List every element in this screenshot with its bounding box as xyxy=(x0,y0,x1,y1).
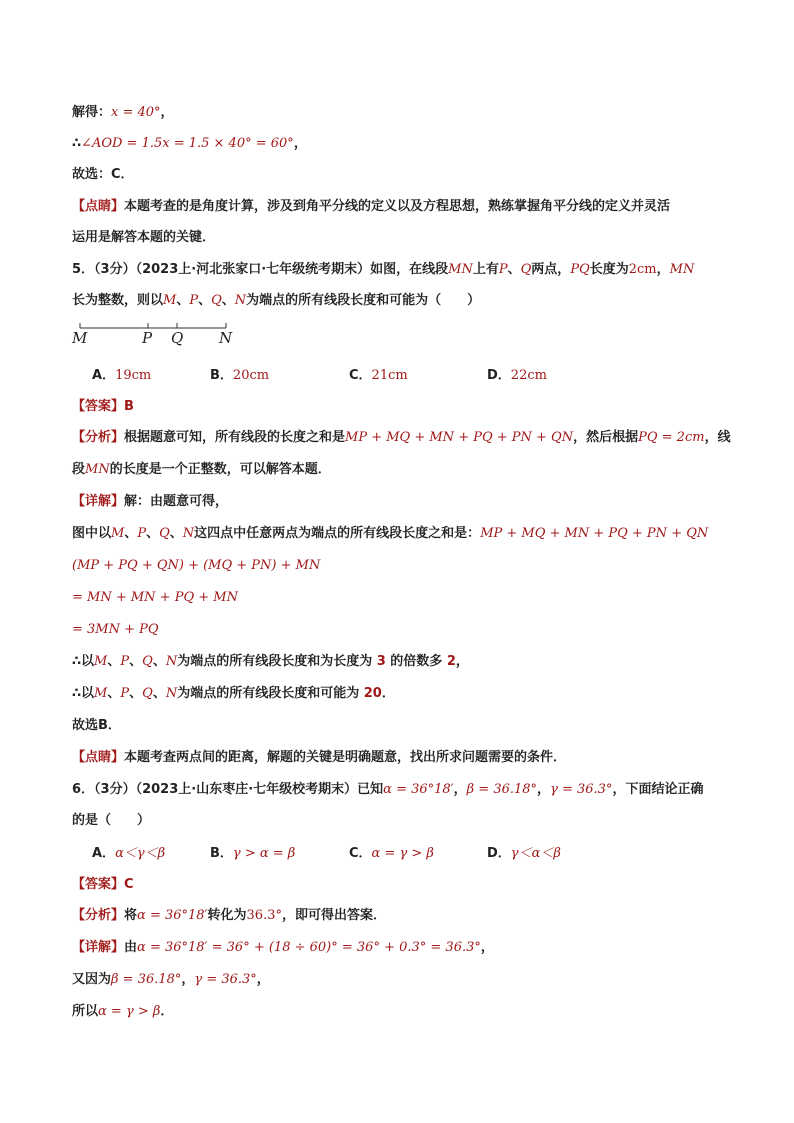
text: ∴以 xyxy=(72,686,95,701)
text: 、 xyxy=(152,654,166,669)
math: β = 36.18° xyxy=(466,782,538,797)
math: PQ = 2cm xyxy=(638,430,705,445)
q5-analysis-line-1 xyxy=(72,429,731,447)
q5-comment-line xyxy=(72,749,566,767)
option-value: γ > α = β xyxy=(232,846,296,861)
text: 解得： xyxy=(72,105,112,120)
math: P xyxy=(120,654,130,669)
solve-line xyxy=(72,104,174,122)
math: N xyxy=(234,293,247,308)
option-key: C． xyxy=(349,846,372,861)
text: 两点， xyxy=(531,262,571,277)
math: α = 36°18′ xyxy=(137,908,208,923)
text: ， xyxy=(537,782,551,797)
q5-stem-line-2 xyxy=(72,292,480,310)
analysis-tag: 【分析】 xyxy=(72,908,125,923)
math: M xyxy=(94,686,108,701)
text: 的长度是一个正整数，可以解答本题． xyxy=(109,462,331,477)
q6-option-b xyxy=(210,845,295,863)
text: 由 xyxy=(124,940,138,955)
number: 2 xyxy=(446,654,456,669)
choose-line: 故选：C． xyxy=(72,167,134,182)
text: ，线 xyxy=(704,430,731,445)
text: ， xyxy=(480,940,494,955)
q5-detail-line-2 xyxy=(72,525,708,543)
text: ，即可得出答案． xyxy=(281,908,386,923)
q5-detail-line-5 xyxy=(72,621,159,639)
math: N xyxy=(165,654,178,669)
text: 解：由题意可得， xyxy=(124,494,229,509)
text: ， xyxy=(293,136,307,151)
math: Q xyxy=(159,526,170,541)
q6-detail-line-1 xyxy=(72,939,494,957)
q5-detail-line-8: 故选B． xyxy=(72,718,121,733)
math: MN xyxy=(669,262,695,277)
math: P xyxy=(189,293,199,308)
q5-answer-line xyxy=(72,398,134,416)
math: 36.3° xyxy=(246,908,282,923)
number: 20 xyxy=(363,686,382,701)
detail-tag: 【详解】 xyxy=(72,494,125,509)
math: = MN + MN + PQ + MN xyxy=(72,590,238,605)
q6-analysis-line xyxy=(72,907,386,925)
text: 6．（3分）（2023上·山东枣庄·七年级校考期末）已知 xyxy=(72,782,384,797)
comment-line xyxy=(72,198,670,216)
option-key: D． xyxy=(487,846,511,861)
option-value: α = γ > β xyxy=(371,846,434,861)
math: Q xyxy=(520,262,532,277)
math: Q xyxy=(142,654,153,669)
q5-stem-line-1 xyxy=(72,261,694,279)
text: 的倍数多 xyxy=(385,654,447,669)
therefore-line xyxy=(72,135,307,153)
text: 又因为 xyxy=(72,972,112,987)
option-key: B． xyxy=(210,368,233,383)
text: 、 xyxy=(107,654,121,669)
math: β = 36.18° xyxy=(111,972,182,987)
math: 2cm xyxy=(628,262,657,277)
option-value: γ＜α＜β xyxy=(510,846,561,861)
label-p: P xyxy=(142,329,153,347)
text: ∴以 xyxy=(72,654,95,669)
math: Q xyxy=(211,293,222,308)
text: ， xyxy=(160,105,174,120)
analysis-tag: 【分析】 xyxy=(72,430,125,445)
text: 上有 xyxy=(472,262,499,277)
answer-value: C xyxy=(124,877,134,892)
q6-option-a xyxy=(92,845,165,863)
math: P xyxy=(120,686,130,701)
number: 3 xyxy=(376,654,386,669)
text: 、 xyxy=(169,526,183,541)
text: ， xyxy=(455,654,469,669)
math: PQ xyxy=(570,262,590,277)
math: (MP + PQ + QN) + (MQ + PN) + MN xyxy=(72,558,321,573)
q5-detail-line-3 xyxy=(72,557,320,575)
text: ． xyxy=(381,686,395,701)
math: γ = 36.3° xyxy=(194,972,257,987)
q5-option-b xyxy=(210,367,269,385)
math: α = 36°18′ = 36° + (18 ÷ 60)° = 36° + 0.3° = 36.3° xyxy=(137,940,481,955)
text: 、 xyxy=(146,526,160,541)
text: 这四点中任意两点为端点的所有线段长度之和是： xyxy=(194,526,481,541)
text: 为端点的所有线段长度和为长度为 xyxy=(177,654,377,669)
q5-detail-line-4 xyxy=(72,589,238,607)
text: 将 xyxy=(124,908,138,923)
label-n: N xyxy=(219,329,233,347)
math: MN xyxy=(448,262,473,277)
q5-detail-line-7 xyxy=(72,685,395,703)
text: ， xyxy=(181,972,195,987)
comment-tag: 【点睛】 xyxy=(72,199,125,214)
text: 本题考查两点间的距离，解题的关键是明确题意，找出所求问题需要的条件． xyxy=(124,750,567,765)
q6-stem-line-2: 的是（ ） xyxy=(72,813,151,828)
option-key: B． xyxy=(210,846,233,861)
comment-tag: 【点睛】 xyxy=(72,750,125,765)
math: α = γ > β xyxy=(98,1004,161,1019)
text: 5．（3分）（2023上·河北张家口·七年级统考期末）如图，在线段 xyxy=(72,262,449,277)
text: 、 xyxy=(507,262,521,277)
option-key: C． xyxy=(349,368,372,383)
detail-tag: 【详解】 xyxy=(72,940,125,955)
math: MN xyxy=(85,462,110,477)
text: 、 xyxy=(176,293,190,308)
label-q: Q xyxy=(171,329,184,347)
answer-tag: 【答案】 xyxy=(72,877,125,892)
option-value: α＜γ＜β xyxy=(115,846,166,861)
math: P xyxy=(137,526,147,541)
text: 长为整数，则以 xyxy=(72,293,164,308)
math: x = 40° xyxy=(111,105,161,120)
option-key: D． xyxy=(487,368,511,383)
text: 为端点的所有线段长度和可能为 xyxy=(177,686,364,701)
q5-detail-line-1 xyxy=(72,493,228,511)
q6-option-d xyxy=(487,845,561,863)
text: ，下面结论正确 xyxy=(612,782,704,797)
math: ∠AOD = 1.5x = 1.5 × 40° = 60° xyxy=(81,136,294,151)
text: 、 xyxy=(221,293,235,308)
text: 所以 xyxy=(72,1004,99,1019)
math: MP + MQ + MN + PQ + PN + QN xyxy=(345,430,574,445)
label-m: M xyxy=(72,329,88,347)
text: ， xyxy=(656,262,670,277)
answer-value: B xyxy=(124,399,134,414)
text: 、 xyxy=(152,686,166,701)
answer-tag: 【答案】 xyxy=(72,399,125,414)
q5-option-d xyxy=(487,367,547,385)
q6-detail-line-3 xyxy=(72,1003,173,1021)
option-key: A． xyxy=(92,368,116,383)
q6-answer-line xyxy=(72,876,134,894)
math: M xyxy=(94,654,108,669)
math: N xyxy=(182,526,195,541)
text: 图中以 xyxy=(72,526,112,541)
q6-stem-line-1 xyxy=(72,781,703,799)
math: α = 36°18′ xyxy=(383,782,454,797)
text: 转化为 xyxy=(207,908,247,923)
segment-figure xyxy=(72,320,242,334)
text: ， xyxy=(256,972,270,987)
text: ， xyxy=(453,782,467,797)
option-value: 22cm xyxy=(510,368,547,383)
q5-option-c xyxy=(349,367,408,385)
math: M xyxy=(163,293,177,308)
text: 、 xyxy=(129,686,143,701)
comment-line-2: 运用是解答本题的关键． xyxy=(72,230,216,245)
text: 、 xyxy=(129,654,143,669)
math: M xyxy=(111,526,125,541)
option-value: 21cm xyxy=(371,368,408,383)
q6-detail-line-2 xyxy=(72,971,270,989)
text: 长度为 xyxy=(589,262,629,277)
q6-option-c xyxy=(349,845,434,863)
text: 本题考查的是角度计算，涉及到角平分线的定义以及方程思想，熟练掌握角平分线的定义并灵活 xyxy=(124,199,671,214)
q5-option-a xyxy=(92,367,151,385)
text: ∴ xyxy=(72,136,82,151)
text: 段 xyxy=(72,462,86,477)
text: 为端点的所有线段长度和可能为（ ） xyxy=(246,293,481,308)
text: 、 xyxy=(124,526,138,541)
math: N xyxy=(165,686,178,701)
text: ． xyxy=(160,1004,174,1019)
math: = 3MN + PQ xyxy=(72,622,159,637)
text: 根据题意可知，所有线段的长度之和是 xyxy=(124,430,346,445)
math: P xyxy=(498,262,508,277)
option-key: A． xyxy=(92,846,116,861)
math: MP + MQ + MN + PQ + PN + QN xyxy=(480,526,709,541)
option-value: 20cm xyxy=(232,368,270,383)
option-value: 19cm xyxy=(115,368,152,383)
text: ，然后根据 xyxy=(573,430,639,445)
text: 、 xyxy=(107,686,121,701)
math: γ = 36.3° xyxy=(550,782,613,797)
q5-analysis-line-2 xyxy=(72,461,331,479)
text: 、 xyxy=(198,293,212,308)
math: Q xyxy=(142,686,153,701)
q5-detail-line-6 xyxy=(72,653,469,671)
